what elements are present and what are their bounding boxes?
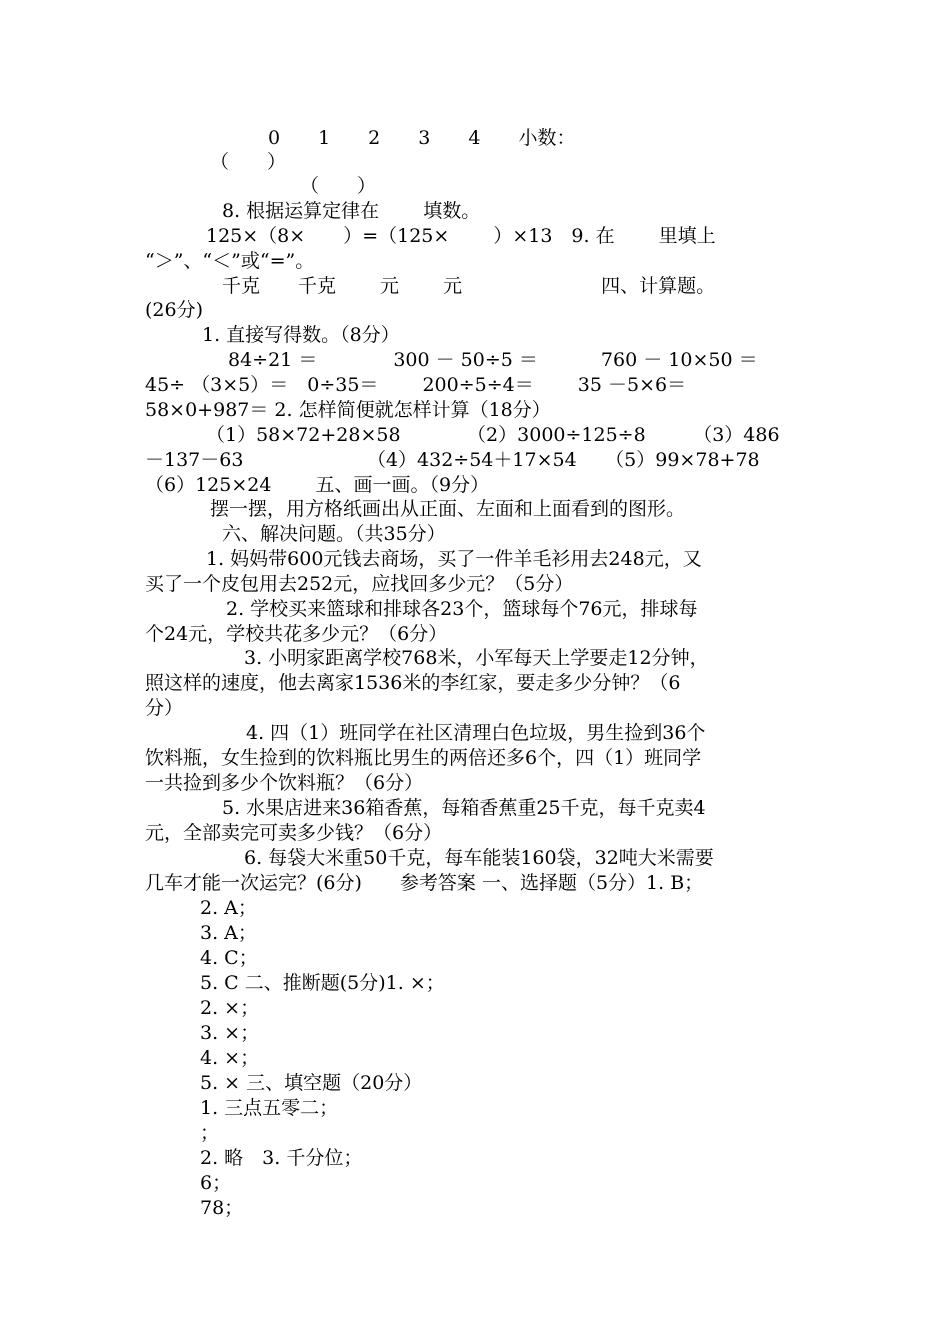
text-line: 买了一个皮包用去252元，应找回多少元？（5分）	[145, 573, 574, 595]
text-line: “＞”、“＜”或“=”。	[145, 250, 315, 272]
text-line: 2. A；	[200, 897, 257, 919]
text-line: 4. C；	[200, 947, 258, 969]
text-line: 元，全部卖完可卖多少钱？（6分）	[145, 822, 443, 844]
text-line: 45÷ （3×5）＝ 0÷35＝ 200÷5÷4＝ 35 －5×6＝	[145, 374, 687, 396]
text-line: 6；	[200, 1172, 232, 1194]
text-line: 2. 学校买来篮球和排球各23个，篮球每个76元，排球每	[226, 598, 698, 620]
text-line: 84÷21 ＝ 300 － 50÷5 ＝ 760 － 10×50 ＝	[228, 349, 758, 371]
text-line: －137－63 （4）432÷54＋17×54 （5）99×78+78	[145, 449, 760, 471]
text-line: 几车才能一次运完？(6分) 参考答案 一、选择题（5分）1. B；	[145, 872, 704, 894]
text-line: （6）125×24 五、画一画。（9分）	[145, 474, 490, 496]
text-line: 个24元，学校共花多少元？（6分）	[145, 623, 448, 645]
text-line: 58×0+987＝ 2. 怎样简便就怎样计算（18分）	[145, 399, 551, 421]
text-line: 千克 千克 元 元 四、计算题。	[222, 275, 716, 297]
text-line: 饮料瓶，女生捡到的饮料瓶比男生的两倍还多6个，四（1）班同学	[145, 747, 702, 769]
text-line: 照这样的速度，他去离家1536米的李红家，要走多少分钟？（6	[145, 672, 681, 694]
text-line: 5. × 三、填空题（20分）	[200, 1072, 423, 1094]
text-line: 4. ×；	[200, 1047, 260, 1069]
text-line: 0 1 2 3 4 小数：	[268, 127, 576, 149]
text-line: 5. 水果店进来36箱香蕉，每箱香蕉重25千克，每千克卖4	[222, 797, 706, 819]
text-line: 3. A；	[200, 922, 257, 944]
text-line: 8. 根据运算定律在 填数。	[222, 200, 481, 222]
text-line: （ ）	[300, 175, 377, 197]
text-line: 125×（8× ）=（125× ）×13 9. 在 里填上	[206, 225, 716, 247]
text-line: 2. 略 3. 千分位；	[200, 1147, 363, 1169]
text-line: 一共捡到多少个饮料瓶？（6分）	[145, 772, 424, 794]
text-line: （1）58×72+28×58 （2）3000÷125÷8 （3）486	[206, 424, 780, 446]
text-line: 摆一摆，用方格纸画出从正面、左面和上面看到的图形。	[210, 498, 686, 520]
text-line: 2. ×；	[200, 997, 260, 1019]
text-line: 六、解决问题。（共35分）	[222, 523, 446, 545]
text-line: 1. 妈妈带600元钱去商场，买了一件羊毛衫用去248元，又	[206, 548, 702, 570]
text-line: 78；	[200, 1197, 244, 1219]
text-line: 1. 直接写得数。（8分）	[202, 324, 400, 346]
text-line: 1. 三点五零二；	[200, 1097, 339, 1119]
text-line: 3. ×；	[200, 1022, 260, 1044]
text-line: （ ）	[210, 151, 287, 173]
text-line: 6. 每袋大米重50千克，每车能装160袋，32吨大米需要	[244, 847, 714, 869]
text-line: 5. C 二、推断题(5分)1. ×；	[200, 972, 445, 994]
text-line: ；	[200, 1122, 220, 1144]
text-line: (26分)	[145, 299, 204, 321]
text-line: 分）	[145, 697, 184, 719]
text-line: 3. 小明家距离学校768米，小军每天上学要走12分钟，	[244, 647, 709, 669]
text-line: 4. 四（1）班同学在社区清理白色垃圾，男生捡到36个	[246, 722, 706, 744]
